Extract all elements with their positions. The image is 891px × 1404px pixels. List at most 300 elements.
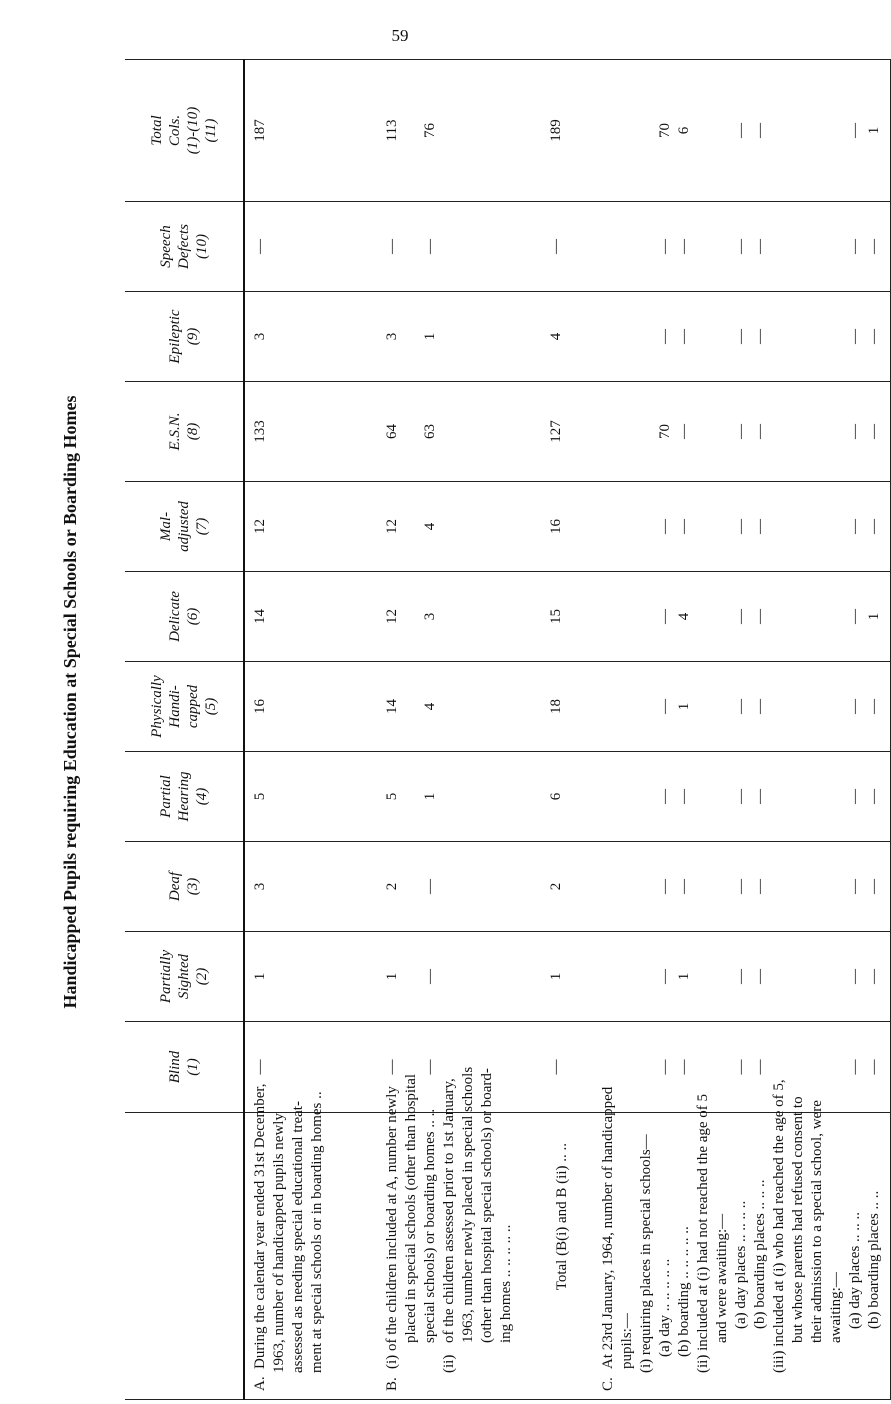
row-total-speech-defects xyxy=(541,202,593,292)
column-header-blind xyxy=(125,1022,244,1113)
cell-value: — xyxy=(752,239,768,254)
cell-value: 1 xyxy=(548,972,564,981)
cell-value: 1 xyxy=(422,332,438,341)
row-a-total xyxy=(244,60,377,202)
column-header-label: (6) xyxy=(185,607,201,626)
spacer xyxy=(713,572,732,661)
cell-value: — xyxy=(752,123,768,138)
cell-value: — xyxy=(733,329,749,344)
row-a-line: 1963, number of handicapped pupils newly xyxy=(271,1113,287,1373)
row-b-i-line: placed in special schools (other than hospital xyxy=(403,1073,419,1343)
cell-value: 1 xyxy=(252,972,268,981)
cell-value: — xyxy=(676,519,692,534)
spacer xyxy=(770,662,789,751)
row-c-line: but whose parents had refused consent to xyxy=(790,1096,806,1343)
cell-value: 12 xyxy=(384,609,400,624)
cell-value: 4 xyxy=(676,612,692,621)
spacer xyxy=(618,60,637,201)
row-c-line: awaiting:— xyxy=(828,1272,844,1343)
spacer xyxy=(808,482,827,571)
spacer xyxy=(808,572,827,661)
spacer xyxy=(402,382,421,481)
row-c-esn xyxy=(593,382,891,482)
column-header-label: Handi- xyxy=(167,685,183,728)
cell-value: — xyxy=(657,879,673,894)
spacer xyxy=(789,292,808,381)
cell-value: — xyxy=(752,879,768,894)
cell-value: 3 xyxy=(252,332,268,341)
cell-value: — xyxy=(847,329,863,344)
spacer xyxy=(618,1022,637,1112)
cell-value: — xyxy=(422,969,438,984)
cell-value: 16 xyxy=(252,699,268,714)
cell-value: — xyxy=(847,699,863,714)
cell-value: — xyxy=(657,239,673,254)
spacer xyxy=(713,292,732,381)
column-header-epileptic xyxy=(125,292,244,382)
spacer xyxy=(827,842,846,931)
cell-value: — xyxy=(657,1059,673,1075)
spacer xyxy=(770,752,789,841)
cell-value: — xyxy=(676,879,692,894)
cell-value: — xyxy=(866,519,882,534)
row-total-partial-hearing xyxy=(541,752,593,842)
cell-value: — xyxy=(866,879,882,894)
column-header-label: Delicate xyxy=(167,591,183,642)
spacer xyxy=(694,572,713,661)
spacer xyxy=(713,382,732,481)
spacer xyxy=(694,292,713,381)
spacer xyxy=(770,842,789,931)
row-c-line-text: At 23rd January, 1964, number of handicapped xyxy=(600,1086,616,1369)
cell-value: — xyxy=(866,1059,882,1075)
cell-value: 3 xyxy=(252,882,268,891)
cell-value: 6 xyxy=(676,126,692,135)
row-b-description xyxy=(377,1066,541,1400)
row-c-line: and were awaiting:— xyxy=(714,1213,730,1343)
cell-value: — xyxy=(252,1059,268,1075)
spacer xyxy=(827,202,846,291)
spacer xyxy=(637,662,656,751)
cell-value: 76 xyxy=(422,123,438,138)
row-b-ii-mark: (ii) xyxy=(441,1354,457,1373)
cell-value: — xyxy=(847,123,863,138)
cell-value: — xyxy=(733,1059,749,1075)
row-c-deaf xyxy=(593,842,891,932)
row-a-physically-handicapped xyxy=(244,662,377,752)
spacer xyxy=(770,60,789,201)
spacer xyxy=(808,752,827,841)
row-c-blind xyxy=(593,1022,891,1113)
row-total-physically-handicapped xyxy=(541,662,593,752)
row-b-maladjusted xyxy=(377,482,541,572)
row-a-mark: A. xyxy=(252,1376,268,1391)
spacer xyxy=(694,842,713,931)
cell-value: — xyxy=(384,1059,400,1075)
spacer xyxy=(789,572,808,661)
table-row-a xyxy=(244,60,377,1400)
row-total-label: Total (B(i) and B (ii) .. .. xyxy=(554,1143,570,1291)
cell-value: 4 xyxy=(548,332,564,341)
spacer xyxy=(827,382,846,481)
cell-value: 12 xyxy=(384,519,400,534)
spacer xyxy=(402,482,421,571)
cell-value: — xyxy=(847,969,863,984)
spacer xyxy=(637,482,656,571)
cell-value: — xyxy=(752,424,768,439)
cell-value: 14 xyxy=(252,609,268,624)
spacer xyxy=(789,842,808,931)
cell-value: 14 xyxy=(384,699,400,714)
row-a-line: ment at special schools or in boarding homes .. xyxy=(309,1091,325,1373)
spacer xyxy=(637,932,656,1021)
column-header-label: capped xyxy=(185,684,201,729)
row-a-partially-sighted xyxy=(244,932,377,1022)
row-c-line: pupils:— xyxy=(619,1313,635,1369)
column-header-total xyxy=(125,60,244,202)
column-header-label: Partially xyxy=(158,949,174,1004)
cell-value: — xyxy=(676,424,692,439)
spacer xyxy=(402,292,421,381)
cell-value: 3 xyxy=(384,332,400,341)
cell-value: 16 xyxy=(548,519,564,534)
row-total-maladjusted xyxy=(541,482,593,572)
cell-value: — xyxy=(752,699,768,714)
spacer xyxy=(808,662,827,751)
column-header-partial-hearing xyxy=(125,752,244,842)
cell-value: — xyxy=(676,329,692,344)
cell-value: — xyxy=(847,609,863,624)
spacer xyxy=(402,202,421,291)
spacer xyxy=(599,752,618,841)
spacer xyxy=(713,482,732,571)
row-b-partial-hearing xyxy=(377,752,541,842)
row-b-i-mark: (i) xyxy=(384,1354,400,1369)
cell-value: — xyxy=(733,519,749,534)
cell-value: 2 xyxy=(384,882,400,891)
column-header-esn xyxy=(125,382,244,482)
spacer xyxy=(827,482,846,571)
cell-value: 18 xyxy=(548,699,564,714)
spacer xyxy=(599,292,618,381)
spacer xyxy=(827,662,846,751)
row-c-line: (a) day .. .. .. .. .. xyxy=(657,1258,673,1357)
row-b-ii-line: ing homes .. .. .. .. .. xyxy=(498,1224,514,1343)
row-b-partially-sighted xyxy=(377,932,541,1022)
spacer xyxy=(618,752,637,841)
cell-value: — xyxy=(657,699,673,714)
row-c-delicate xyxy=(593,572,891,662)
row-total-deaf xyxy=(541,842,593,932)
spacer xyxy=(694,662,713,751)
row-total-esn xyxy=(541,382,593,482)
spacer xyxy=(827,932,846,1021)
spacer xyxy=(789,60,808,201)
row-a-delicate xyxy=(244,572,377,662)
column-header-label: Sighted xyxy=(176,954,192,999)
spacer xyxy=(770,932,789,1021)
row-b-total xyxy=(377,60,541,202)
column-header-label: Defects xyxy=(176,224,192,269)
spacer xyxy=(618,482,637,571)
cell-value: — xyxy=(657,329,673,344)
spacer xyxy=(402,662,421,751)
cell-value: — xyxy=(548,239,564,254)
row-b-physically-handicapped xyxy=(377,662,541,752)
row-a-speech-defects xyxy=(244,202,377,292)
cell-value: — xyxy=(847,879,863,894)
cell-value: — xyxy=(422,879,438,894)
spacer xyxy=(713,932,732,1021)
header-row xyxy=(125,60,244,1400)
cell-value: 1 xyxy=(866,126,882,135)
spacer xyxy=(599,382,618,481)
column-header-label: (11) xyxy=(203,118,219,143)
spacer xyxy=(770,382,789,481)
row-total-epileptic xyxy=(541,292,593,382)
spacer xyxy=(637,842,656,931)
row-total-partially-sighted xyxy=(541,932,593,1022)
cell-value: — xyxy=(733,424,749,439)
cell-value: — xyxy=(384,239,400,254)
column-header-label: (1) xyxy=(185,1058,201,1076)
column-header-label: Partial xyxy=(158,775,174,818)
cell-value: 4 xyxy=(422,522,438,531)
cell-value: — xyxy=(847,789,863,804)
cell-value: — xyxy=(866,329,882,344)
cell-value: — xyxy=(733,789,749,804)
cell-value: 127 xyxy=(548,420,564,443)
row-c-line: (b) boarding .. .. .. .. .. xyxy=(676,1226,692,1357)
handicapped-pupils-table xyxy=(125,59,891,1400)
cell-value: — xyxy=(657,789,673,804)
cell-value: — xyxy=(657,609,673,624)
cell-value: 133 xyxy=(252,420,268,443)
spacer xyxy=(402,572,421,661)
column-header-deaf xyxy=(125,842,244,932)
column-header-speech-defects xyxy=(125,202,244,292)
cell-value: — xyxy=(752,789,768,804)
row-total-total xyxy=(541,60,593,202)
cell-value: — xyxy=(866,424,882,439)
spacer xyxy=(694,482,713,571)
spacer xyxy=(789,202,808,291)
cell-value: — xyxy=(733,699,749,714)
cell-value: 3 xyxy=(422,612,438,621)
column-header-label: (2) xyxy=(194,967,210,986)
row-c-line: (b) boarding places .. .. .. xyxy=(752,1179,768,1329)
column-header-label: Physically xyxy=(149,675,165,738)
row-c-epileptic xyxy=(593,292,891,382)
column-header-label: (3) xyxy=(185,877,201,896)
row-a-description xyxy=(244,1083,377,1400)
row-c-line: (ii) included at (i) had not reached the age of 5 xyxy=(695,1093,711,1373)
row-b-deaf xyxy=(377,842,541,932)
cell-value: — xyxy=(866,789,882,804)
column-header-delicate xyxy=(125,572,244,662)
spacer xyxy=(770,202,789,291)
cell-value: 113 xyxy=(384,119,400,142)
spacer xyxy=(618,932,637,1021)
column-header-label: (10) xyxy=(194,234,210,259)
spacer xyxy=(808,382,827,481)
cell-value: — xyxy=(752,1059,768,1075)
row-c-line: (a) day places .. .. .. xyxy=(847,1211,863,1329)
cell-value: — xyxy=(733,969,749,984)
spacer xyxy=(637,202,656,291)
cell-value: 2 xyxy=(548,882,564,891)
spacer xyxy=(618,202,637,291)
row-c-physically-handicapped xyxy=(593,662,891,752)
row-c-partially-sighted xyxy=(593,932,891,1022)
spacer xyxy=(599,842,618,931)
row-c-line xyxy=(599,1086,618,1391)
table-row-total xyxy=(541,60,593,1400)
row-c-total xyxy=(593,60,891,202)
spacer xyxy=(713,842,732,931)
cell-value: — xyxy=(866,699,882,714)
cell-value: 70 xyxy=(657,424,673,439)
cell-value: — xyxy=(752,969,768,984)
spacer xyxy=(827,752,846,841)
cell-value: 1 xyxy=(676,702,692,711)
column-header-label: Epileptic xyxy=(167,309,183,364)
cell-value: — xyxy=(733,609,749,624)
spacer xyxy=(827,292,846,381)
cell-value: — xyxy=(733,239,749,254)
cell-value: — xyxy=(847,1059,863,1075)
spacer xyxy=(808,1022,827,1112)
cell-value: 64 xyxy=(384,424,400,439)
cell-value: — xyxy=(657,969,673,984)
cell-value: — xyxy=(422,1059,438,1075)
cell-value: — xyxy=(676,239,692,254)
row-b-i-line: of the children included at A, number newly xyxy=(384,1086,400,1351)
column-header-label: Cols. xyxy=(167,114,183,147)
spacer xyxy=(694,382,713,481)
spacer xyxy=(637,60,656,201)
cell-value: 5 xyxy=(252,792,268,801)
table-title: Handicapped Pupils requiring Education at Special Schools or Boarding Homes xyxy=(60,395,80,1009)
column-header-label: (8) xyxy=(185,422,201,441)
spacer xyxy=(713,752,732,841)
spacer xyxy=(713,1022,732,1112)
row-b-speech-defects xyxy=(377,202,541,292)
row-c-description xyxy=(593,1079,891,1400)
spacer xyxy=(713,202,732,291)
spacer xyxy=(637,292,656,381)
spacer xyxy=(599,60,618,201)
spacer xyxy=(599,572,618,661)
header-description xyxy=(125,1113,244,1400)
spacer xyxy=(713,662,732,751)
spacer xyxy=(618,292,637,381)
cell-value: — xyxy=(847,519,863,534)
spacer xyxy=(694,932,713,1021)
column-header-label: adjusted xyxy=(176,501,192,552)
row-c-speech-defects xyxy=(593,202,891,292)
column-header-maladjusted xyxy=(125,482,244,572)
row-c-line: (iii) included at (i) who had reached the age of 5, xyxy=(771,1079,787,1373)
spacer xyxy=(599,932,618,1021)
cell-value: 6 xyxy=(548,792,564,801)
cell-value: — xyxy=(733,123,749,138)
column-header-label: E.S.N. xyxy=(167,412,183,451)
row-total-description xyxy=(541,1113,593,1400)
row-a-epileptic xyxy=(244,292,377,382)
cell-value: 1 xyxy=(422,792,438,801)
spacer xyxy=(808,292,827,381)
row-a-partial-hearing xyxy=(244,752,377,842)
spacer xyxy=(694,60,713,201)
cell-value: — xyxy=(847,424,863,439)
row-c-line: (i) requiring places in special schools— xyxy=(638,1134,654,1373)
spacer xyxy=(637,752,656,841)
column-header-label: (1)-(10) xyxy=(185,106,201,155)
column-header-label: (5) xyxy=(203,697,219,716)
row-b-esn xyxy=(377,382,541,482)
row-b-ii-line: (other than hospital special schools) or board- xyxy=(479,1068,495,1343)
spacer xyxy=(618,842,637,931)
row-c-line: their admission to a special school, were xyxy=(809,1100,825,1343)
spacer xyxy=(402,60,421,201)
cell-value: 5 xyxy=(384,792,400,801)
cell-value: — xyxy=(657,519,673,534)
row-b-ii-line: of the children assessed prior to 1st January, xyxy=(441,1078,457,1343)
column-header-label: Mal- xyxy=(158,511,174,542)
cell-value: 1 xyxy=(676,972,692,981)
cell-value: — xyxy=(866,239,882,254)
cell-value: — xyxy=(752,329,768,344)
row-b-epileptic xyxy=(377,292,541,382)
spacer xyxy=(402,842,421,931)
row-a-line: assessed as needing special educational treat- xyxy=(290,1101,306,1373)
cell-value: — xyxy=(752,519,768,534)
row-total-delicate xyxy=(541,572,593,662)
spacer xyxy=(808,842,827,931)
column-header-label: (4) xyxy=(194,787,210,806)
spacer xyxy=(770,482,789,571)
cell-value: — xyxy=(252,239,268,254)
spacer xyxy=(618,572,637,661)
column-header-physically-handicapped xyxy=(125,662,244,752)
spacer xyxy=(637,572,656,661)
spacer xyxy=(694,752,713,841)
spacer xyxy=(713,60,732,201)
row-a-deaf xyxy=(244,842,377,932)
cell-value: — xyxy=(847,239,863,254)
spacer xyxy=(808,932,827,1021)
column-header-label: (9) xyxy=(185,327,201,346)
cell-value: 189 xyxy=(548,119,564,142)
row-c-partial-hearing xyxy=(593,752,891,842)
row-b-delicate xyxy=(377,572,541,662)
spacer xyxy=(637,1022,656,1112)
spacer xyxy=(808,202,827,291)
page-number: 59 xyxy=(391,26,409,45)
spacer xyxy=(789,752,808,841)
column-header-partially-sighted xyxy=(125,932,244,1022)
spacer xyxy=(618,382,637,481)
row-c-mark: C. xyxy=(600,1377,616,1391)
spacer xyxy=(827,60,846,201)
row-b-ii-line: 1963, number newly placed in special schools xyxy=(460,1066,476,1343)
cell-value: — xyxy=(676,1059,692,1075)
cell-value: — xyxy=(866,969,882,984)
row-total-blind xyxy=(541,1022,593,1113)
spacer xyxy=(618,662,637,751)
spacer xyxy=(808,60,827,201)
